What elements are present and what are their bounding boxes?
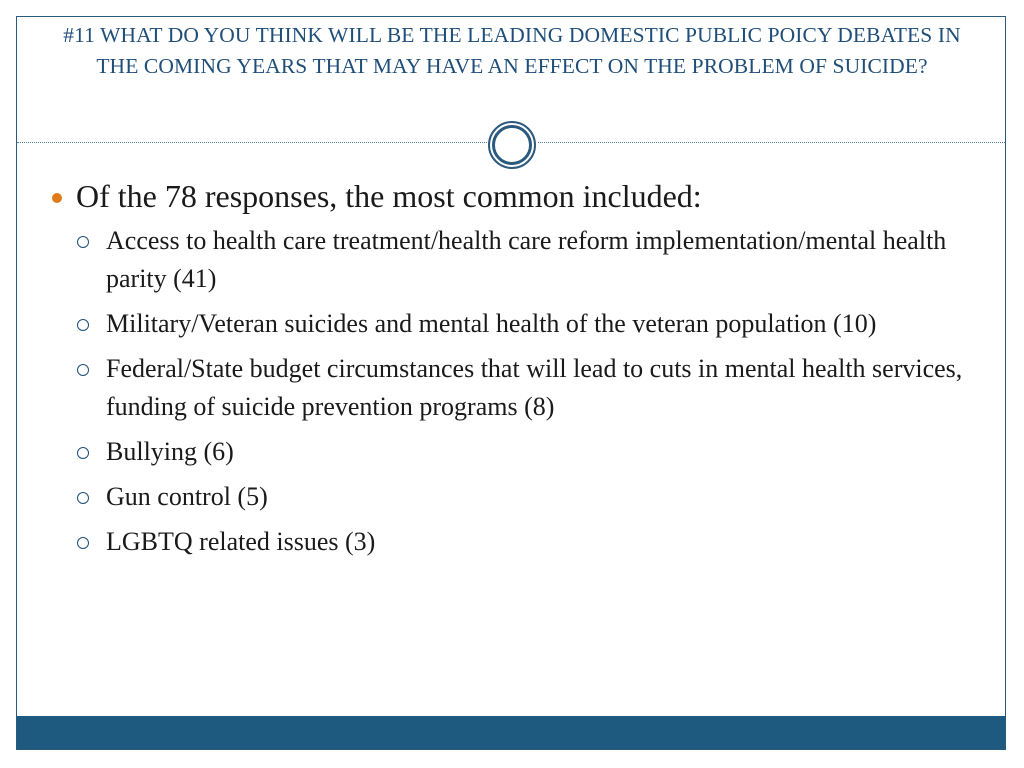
sub-bullet-item xyxy=(48,478,978,516)
slide-body xyxy=(48,176,978,568)
sub-bullet-text: Gun control (5) xyxy=(106,482,268,511)
sub-bullet-text: Access to health care treatment/health care reform implementation/mental health parity (41) xyxy=(106,226,947,293)
sub-bullet-item xyxy=(48,523,978,561)
main-bullet-text: Of the 78 responses, the most common included: xyxy=(76,178,702,214)
main-bullet-item xyxy=(48,176,978,216)
sub-bullet-list xyxy=(48,222,978,561)
sub-bullet-text: Federal/State budget circumstances that will lead to cuts in mental health services, funding of suicide prevention programs (8) xyxy=(106,354,963,421)
slide-title: #11 WHAT DO YOU THINK WILL BE THE LEADING DOMESTIC PUBLIC POICY DEBATES IN THE COMING YEARS THAT MAY HAVE AN EFFECT ON THE PROBLEM OF SUICIDE? xyxy=(63,23,961,78)
title-divider-right xyxy=(538,142,1005,143)
sub-bullet-text: LGBTQ related issues (3) xyxy=(106,527,376,556)
sub-bullet-item xyxy=(48,305,978,343)
sub-bullet-item xyxy=(48,350,978,426)
title-divider-left xyxy=(17,142,487,143)
filled-circle-bullet-icon xyxy=(52,193,62,203)
sub-bullet-item xyxy=(48,222,978,298)
sub-bullet-text: Bullying (6) xyxy=(106,437,234,466)
footer-bar xyxy=(17,716,1005,749)
hollow-circle-bullet-icon xyxy=(77,447,89,459)
hollow-circle-bullet-icon xyxy=(77,537,89,549)
sub-bullet-text: Military/Veteran suicides and mental health of the veteran population (10) xyxy=(106,309,877,338)
hollow-circle-bullet-icon xyxy=(77,364,89,376)
ring-icon xyxy=(486,119,538,171)
hollow-circle-bullet-icon xyxy=(77,492,89,504)
hollow-circle-bullet-icon xyxy=(77,319,89,331)
hollow-circle-bullet-icon xyxy=(77,236,89,248)
sub-bullet-item xyxy=(48,433,978,471)
